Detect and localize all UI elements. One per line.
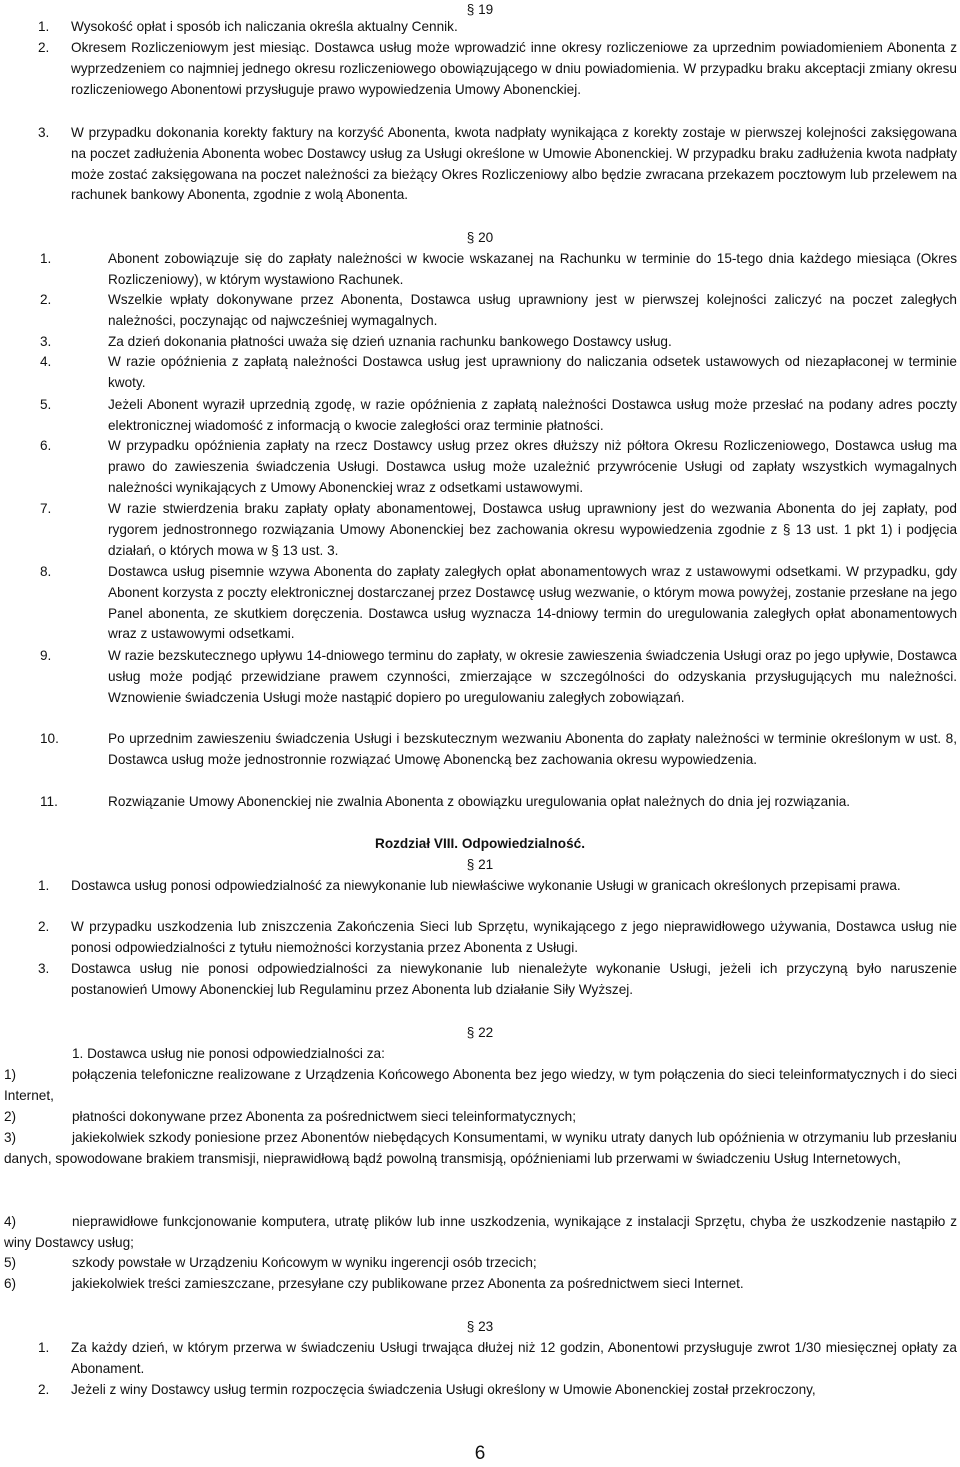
chapter-title: Rozdział VIII. Odpowiedzialność. [375,836,585,851]
list-item: 1. Abonent zobowiązuje się do zapłaty należności w kwocie wskazanej na Rachunku w terminie do 15-tego dnia każdego miesiąca (Okres Rozliczeniowy), w którym wystawiono Rachunek. [40,251,957,287]
list-item: 2. Okresem Rozliczeniowym jest miesiąc. Dostawca usług może wprowadzić inne okresy rozliczeniowe za uprzednim powiadomieniem Abonenta z wyprzedzeniem co najmniej jednego okresu rozliczeniowego obowiązującego w dniu powiadomienia. W przypadku braku akceptacji zmiany okresu rozliczeniowego Abonentowi przysługuje prawo wypowiedzenia Umowy Abonenckiej. [38,40,957,97]
section-heading-22: § 22 [466,1025,494,1040]
list-item: 3. Za dzień dokonania płatności uważa się dzień uznania rachunku bankowego Dostawcy usług. [40,334,672,349]
section-heading-19: § 19 [466,2,494,17]
list-item: 2. Wszelkie wpłaty dokonywane przez Abonenta, Dostawca usług uprawniony jest w pierwszej kolejności zaliczyć na poczet zaległych należności, poczynając od najwcześniej wymagalnych. [40,292,957,328]
section-heading-20: § 20 [466,230,494,245]
list-item: 3) jakiekolwiek szkody poniesione przez Abonentów niebędących Konsumentami, w wyniku utraty danych lub opóźnienia w otrzymaniu lub przesłaniu danych, spowodowane brakiem transmisji, nieprawidłową bądź powolną transmisją, opóźnieniami lub przerwami w świadczeniu Usług Internetowych, [4,1130,957,1166]
section-heading-23: § 23 [466,1319,494,1334]
section-intro: 1. Dostawca usług nie ponosi odpowiedzialności za: [72,1046,385,1061]
list-item: 4. W razie opóźnienia z zapłatą należności Dostawca usług jest uprawniony do naliczania odsetek ustawowych od niezapłaconej w terminie kwoty. [40,354,957,390]
list-item: 2. Jeżeli z winy Dostawcy usług termin rozpoczęcia świadczenia Usługi określony w Umowie Abonenckiej został przekroczony, [38,1382,816,1397]
list-item: 6. W przypadku opóźnienia zapłaty na rzecz Dostawcy usług przez okres dłuższy niż półtora Okresu Rozliczeniowego, Dostawca usług ma prawo do zawieszenia świadczenia Usługi. Dostawca usług może uzależnić przywrócenie Usługi od zapłaty wszystkich wymagalnych należności wynikających z Umowy Abonenckiej wraz z odsetkami ustawowymi. [40,438,957,495]
list-item: 1. Za każdy dzień, w którym przerwa w świadczeniu Usługi trwająca dłużej niż 12 godzin, Abonentowi przysługuje zwrot 1/30 miesięcznej opłaty za Abonament. [38,1340,957,1376]
list-item: 5) szkody powstałe w Urządzeniu Końcowym w wyniku ingerencji osób trzecich; [4,1255,537,1270]
list-item: 7. W razie stwierdzenia braku zapłaty opłaty abonamentowej, Dostawca usług uprawniony jest do wezwania Abonenta do jej zapłaty, pod rygorem jednostronnego rozwiązania Umowy Abonenckiej bez zachowania okresu wypowiedzenia zgodnie z § 13 ust. 1 pkt 1) i podjęcia działań, o których mowa w § 13 ust. 3. [40,501,957,558]
list-item: 2) płatności dokonywane przez Abonenta za pośrednictwem sieci teleinformatycznych; [4,1109,576,1124]
list-item: 11. Rozwiązanie Umowy Abonenckiej nie zwalnia Abonenta z obowiązku uregulowania opłat należnych do dnia jej rozwiązania. [40,794,851,809]
list-item: 3. W przypadku dokonania korekty faktury na korzyść Abonenta, kwota nadpłaty wynikająca z korekty zostaje w pierwszej kolejności zaksięgowana na poczet zadłużenia Abonenta wobec Dostawcy usług za Usługi określone w Umowie Abonenckiej. W przypadku braku zadłużenia kwota nadpłaty może zostać zaksięgowana na poczet należności za bieżący Okres Rozliczeniowy albo będzie zwracana przekazem pocztowym lub przelewem na rachunek bankowy Abonenta, zgodnie z wolą Abonenta. [38,125,957,203]
list-item: 4) nieprawidłowe funkcjonowanie komputera, utratę plików lub inne uszkodzenia, wynikające z instalacji Sprzętu, chyba że uszkodzenie nastąpiło z winy Dostawcy usług; [4,1214,957,1250]
list-item: 8. Dostawca usług pisemnie wzywa Abonenta do zapłaty zaległych opłat abonamentowych wraz z ustawowymi odsetkami. W przypadku, gdy Abonent korzysta z poczty elektronicznej dostarczanej przez Dostawcę usług wezwanie, o którym mowa powyżej, zostanie przesłane na jego Panel abonenta, ze skutkiem doręczenia. Dostawca usług wyznacza 14-dniowy termin do uregulowania zaległych opłat abonamentowych wraz z ustawowymi odsetkami. [40,564,957,642]
list-item: 6) jakiekolwiek treści zamieszczane, przesyłane czy publikowane przez Abonenta za pośrednictwem sieci Internet. [4,1276,744,1291]
section-heading-21: § 21 [466,857,494,872]
list-item: 1. Wysokość opłat i sposób ich naliczania określa aktualny Cennik. [38,19,458,34]
list-item: 2. W przypadku uszkodzenia lub zniszczenia Zakończenia Sieci lub Sprzętu, wynikającego z jego nieprawidłowego używania, Dostawca usług nie ponosi odpowiedzialności z tytułu niemożności korzystania przez Abonenta z Usługi. [38,919,957,955]
list-item: 10. Po uprzednim zawieszeniu świadczenia Usługi i bezskutecznym wezwaniu Abonenta do zapłaty należności w terminie określonym w ust. 8, Dostawca usług może jednostronnie rozwiązać Umowę Abonencką bez zachowania okresu wypowiedzenia. [40,731,957,767]
page-number: 6 [474,1443,486,1464]
list-item: 9. W razie bezskutecznego upływu 14-dniowego terminu do zapłaty, w okresie zawieszenia świadczenia Usługi oraz po jego upływie, Dostawca usług może podjąć przewidziane prawem czynności, zmierzające w szczególności do odzyskania przysługujących mu należności. Wznowienie świadczenia Usługi może nastąpić dopiero po uregulowaniu zaległych zobowiązań. [40,648,957,705]
list-item: 1) połączenia telefoniczne realizowane z Urządzenia Końcowego Abonenta bez jego wiedzy, w tym połączenia do sieci teleinformatycznych i do sieci Internet, [4,1067,957,1103]
list-item: 5. Jeżeli Abonent wyraził uprzednią zgodę, w razie opóźnienia z zapłatą należności Dostawca usług może przesłać na podany adres poczty elektronicznej wiadomość z informacją o kwocie zaległości oraz terminie płatności. [40,397,957,433]
list-item: 3. Dostawca usług nie ponosi odpowiedzialności za niewykonanie lub nienależyte wykonanie Usługi, jeżeli ich przyczyną było naruszenie postanowień Umowy Abonenckiej lub Regulaminu przez Abonenta lub działanie Siły Wyższej. [38,961,957,997]
list-item: 1. Dostawca usług ponosi odpowiedzialność za niewykonanie lub niewłaściwe wykonanie Usługi w granicach określonych przepisami prawa. [38,878,901,893]
